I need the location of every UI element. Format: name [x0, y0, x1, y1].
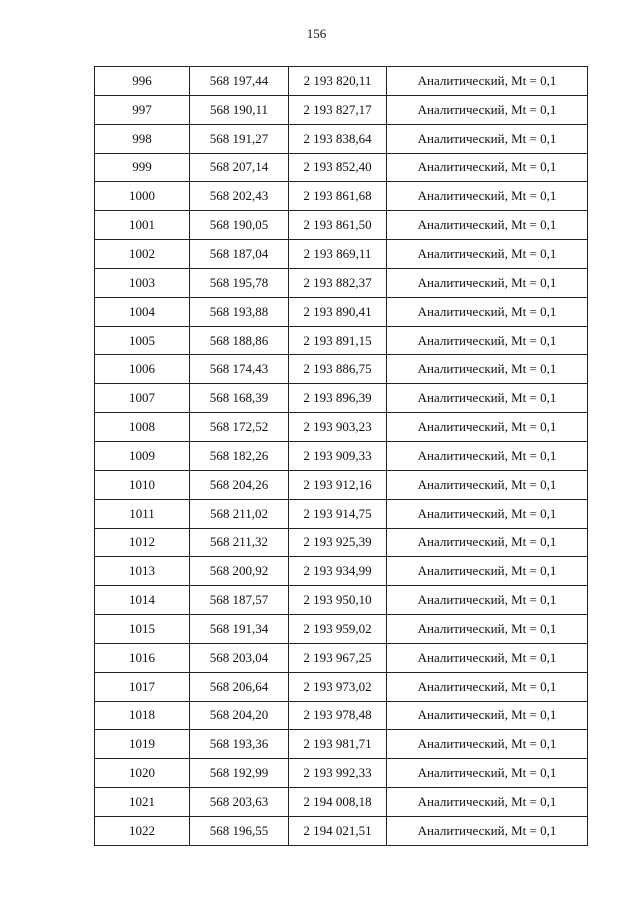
point-number-cell: 1011: [95, 499, 190, 528]
method-cell: Аналитический, Mt = 0,1: [387, 672, 588, 701]
method-cell: Аналитический, Mt = 0,1: [387, 124, 588, 153]
method-cell: Аналитический, Mt = 0,1: [387, 701, 588, 730]
method-cell: Аналитический, Mt = 0,1: [387, 816, 588, 845]
y-coordinate-cell: 2 193 934,99: [289, 557, 387, 586]
x-coordinate-cell: 568 207,14: [190, 153, 289, 182]
x-coordinate-cell: 568 172,52: [190, 413, 289, 442]
x-coordinate-cell: 568 193,88: [190, 297, 289, 326]
y-coordinate-cell: 2 193 981,71: [289, 730, 387, 759]
table-row: [95, 788, 588, 817]
method-cell: Аналитический, Mt = 0,1: [387, 95, 588, 124]
method-cell: Аналитический, Mt = 0,1: [387, 788, 588, 817]
y-coordinate-cell: 2 193 827,17: [289, 95, 387, 124]
table-row: [95, 643, 588, 672]
table-row: [95, 384, 588, 413]
point-number-cell: 1001: [95, 211, 190, 240]
table-row: [95, 355, 588, 384]
x-coordinate-cell: 568 197,44: [190, 67, 289, 96]
table-row: [95, 153, 588, 182]
y-coordinate-cell: 2 193 838,64: [289, 124, 387, 153]
y-coordinate-cell: 2 193 973,02: [289, 672, 387, 701]
point-number-cell: 1000: [95, 182, 190, 211]
method-cell: Аналитический, Mt = 0,1: [387, 240, 588, 269]
table-row: [95, 615, 588, 644]
method-cell: Аналитический, Mt = 0,1: [387, 297, 588, 326]
x-coordinate-cell: 568 203,04: [190, 643, 289, 672]
table-row: [95, 326, 588, 355]
y-coordinate-cell: 2 193 896,39: [289, 384, 387, 413]
table-row: [95, 124, 588, 153]
table-row: [95, 268, 588, 297]
y-coordinate-cell: 2 193 903,23: [289, 413, 387, 442]
point-number-cell: 996: [95, 67, 190, 96]
y-coordinate-cell: 2 193 950,10: [289, 586, 387, 615]
table-row: [95, 95, 588, 124]
table-row: [95, 672, 588, 701]
method-cell: Аналитический, Mt = 0,1: [387, 153, 588, 182]
y-coordinate-cell: 2 193 925,39: [289, 528, 387, 557]
page-number: 156: [306, 26, 327, 41]
x-coordinate-cell: 568 182,26: [190, 441, 289, 470]
method-cell: Аналитический, Mt = 0,1: [387, 730, 588, 759]
point-number-cell: 1005: [95, 326, 190, 355]
method-cell: Аналитический, Mt = 0,1: [387, 528, 588, 557]
method-cell: Аналитический, Mt = 0,1: [387, 441, 588, 470]
table-row: [95, 528, 588, 557]
table-row: [95, 441, 588, 470]
method-cell: Аналитический, Mt = 0,1: [387, 499, 588, 528]
x-coordinate-cell: 568 192,99: [190, 759, 289, 788]
point-number-cell: 1004: [95, 297, 190, 326]
x-coordinate-cell: 568 174,43: [190, 355, 289, 384]
table-row: [95, 816, 588, 845]
table-row: [95, 297, 588, 326]
point-number-cell: 1002: [95, 240, 190, 269]
point-number-cell: 1010: [95, 470, 190, 499]
point-number-cell: 1019: [95, 730, 190, 759]
x-coordinate-cell: 568 191,27: [190, 124, 289, 153]
method-cell: Аналитический, Mt = 0,1: [387, 326, 588, 355]
point-number-cell: 1015: [95, 615, 190, 644]
y-coordinate-cell: 2 193 909,33: [289, 441, 387, 470]
method-cell: Аналитический, Mt = 0,1: [387, 182, 588, 211]
x-coordinate-cell: 568 190,11: [190, 95, 289, 124]
y-coordinate-cell: 2 194 008,18: [289, 788, 387, 817]
x-coordinate-cell: 568 168,39: [190, 384, 289, 413]
point-number-cell: 1014: [95, 586, 190, 615]
coordinates-table: [94, 66, 588, 846]
point-number-cell: 1016: [95, 643, 190, 672]
y-coordinate-cell: 2 193 992,33: [289, 759, 387, 788]
point-number-cell: 1022: [95, 816, 190, 845]
x-coordinate-cell: 568 196,55: [190, 816, 289, 845]
table-row: [95, 730, 588, 759]
method-cell: Аналитический, Mt = 0,1: [387, 67, 588, 96]
y-coordinate-cell: 2 193 869,11: [289, 240, 387, 269]
table-row: [95, 701, 588, 730]
y-coordinate-cell: 2 193 914,75: [289, 499, 387, 528]
point-number-cell: 998: [95, 124, 190, 153]
y-coordinate-cell: 2 193 890,41: [289, 297, 387, 326]
y-coordinate-cell: 2 193 978,48: [289, 701, 387, 730]
table-row: [95, 240, 588, 269]
method-cell: Аналитический, Mt = 0,1: [387, 615, 588, 644]
x-coordinate-cell: 568 211,32: [190, 528, 289, 557]
x-coordinate-cell: 568 193,36: [190, 730, 289, 759]
method-cell: Аналитический, Mt = 0,1: [387, 384, 588, 413]
point-number-cell: 1013: [95, 557, 190, 586]
method-cell: Аналитический, Mt = 0,1: [387, 586, 588, 615]
point-number-cell: 1017: [95, 672, 190, 701]
y-coordinate-cell: 2 193 912,16: [289, 470, 387, 499]
x-coordinate-cell: 568 204,26: [190, 470, 289, 499]
point-number-cell: 1003: [95, 268, 190, 297]
x-coordinate-cell: 568 195,78: [190, 268, 289, 297]
method-cell: Аналитический, Mt = 0,1: [387, 557, 588, 586]
point-number-cell: 1007: [95, 384, 190, 413]
point-number-cell: 1021: [95, 788, 190, 817]
method-cell: Аналитический, Mt = 0,1: [387, 268, 588, 297]
x-coordinate-cell: 568 200,92: [190, 557, 289, 586]
y-coordinate-cell: 2 194 021,51: [289, 816, 387, 845]
x-coordinate-cell: 568 203,63: [190, 788, 289, 817]
y-coordinate-cell: 2 193 852,40: [289, 153, 387, 182]
method-cell: Аналитический, Mt = 0,1: [387, 413, 588, 442]
point-number-cell: 1008: [95, 413, 190, 442]
table-row: [95, 499, 588, 528]
table-row: [95, 586, 588, 615]
y-coordinate-cell: 2 193 959,02: [289, 615, 387, 644]
y-coordinate-cell: 2 193 820,11: [289, 67, 387, 96]
x-coordinate-cell: 568 187,57: [190, 586, 289, 615]
table-row: [95, 67, 588, 96]
y-coordinate-cell: 2 193 861,68: [289, 182, 387, 211]
point-number-cell: 1012: [95, 528, 190, 557]
method-cell: Аналитический, Mt = 0,1: [387, 355, 588, 384]
table-row: [95, 759, 588, 788]
x-coordinate-cell: 568 202,43: [190, 182, 289, 211]
x-coordinate-cell: 568 206,64: [190, 672, 289, 701]
coordinates-table-body: [95, 67, 588, 846]
point-number-cell: 997: [95, 95, 190, 124]
table-row: [95, 182, 588, 211]
point-number-cell: 999: [95, 153, 190, 182]
x-coordinate-cell: 568 211,02: [190, 499, 289, 528]
x-coordinate-cell: 568 187,04: [190, 240, 289, 269]
y-coordinate-cell: 2 193 882,37: [289, 268, 387, 297]
method-cell: Аналитический, Mt = 0,1: [387, 759, 588, 788]
x-coordinate-cell: 568 190,05: [190, 211, 289, 240]
x-coordinate-cell: 568 191,34: [190, 615, 289, 644]
table-row: [95, 413, 588, 442]
x-coordinate-cell: 568 188,86: [190, 326, 289, 355]
x-coordinate-cell: 568 204,20: [190, 701, 289, 730]
y-coordinate-cell: 2 193 861,50: [289, 211, 387, 240]
method-cell: Аналитический, Mt = 0,1: [387, 470, 588, 499]
table-row: [95, 211, 588, 240]
point-number-cell: 1020: [95, 759, 190, 788]
method-cell: Аналитический, Mt = 0,1: [387, 643, 588, 672]
point-number-cell: 1018: [95, 701, 190, 730]
y-coordinate-cell: 2 193 891,15: [289, 326, 387, 355]
table-row: [95, 470, 588, 499]
method-cell: Аналитический, Mt = 0,1: [387, 211, 588, 240]
y-coordinate-cell: 2 193 967,25: [289, 643, 387, 672]
point-number-cell: 1009: [95, 441, 190, 470]
table-row: [95, 557, 588, 586]
y-coordinate-cell: 2 193 886,75: [289, 355, 387, 384]
point-number-cell: 1006: [95, 355, 190, 384]
